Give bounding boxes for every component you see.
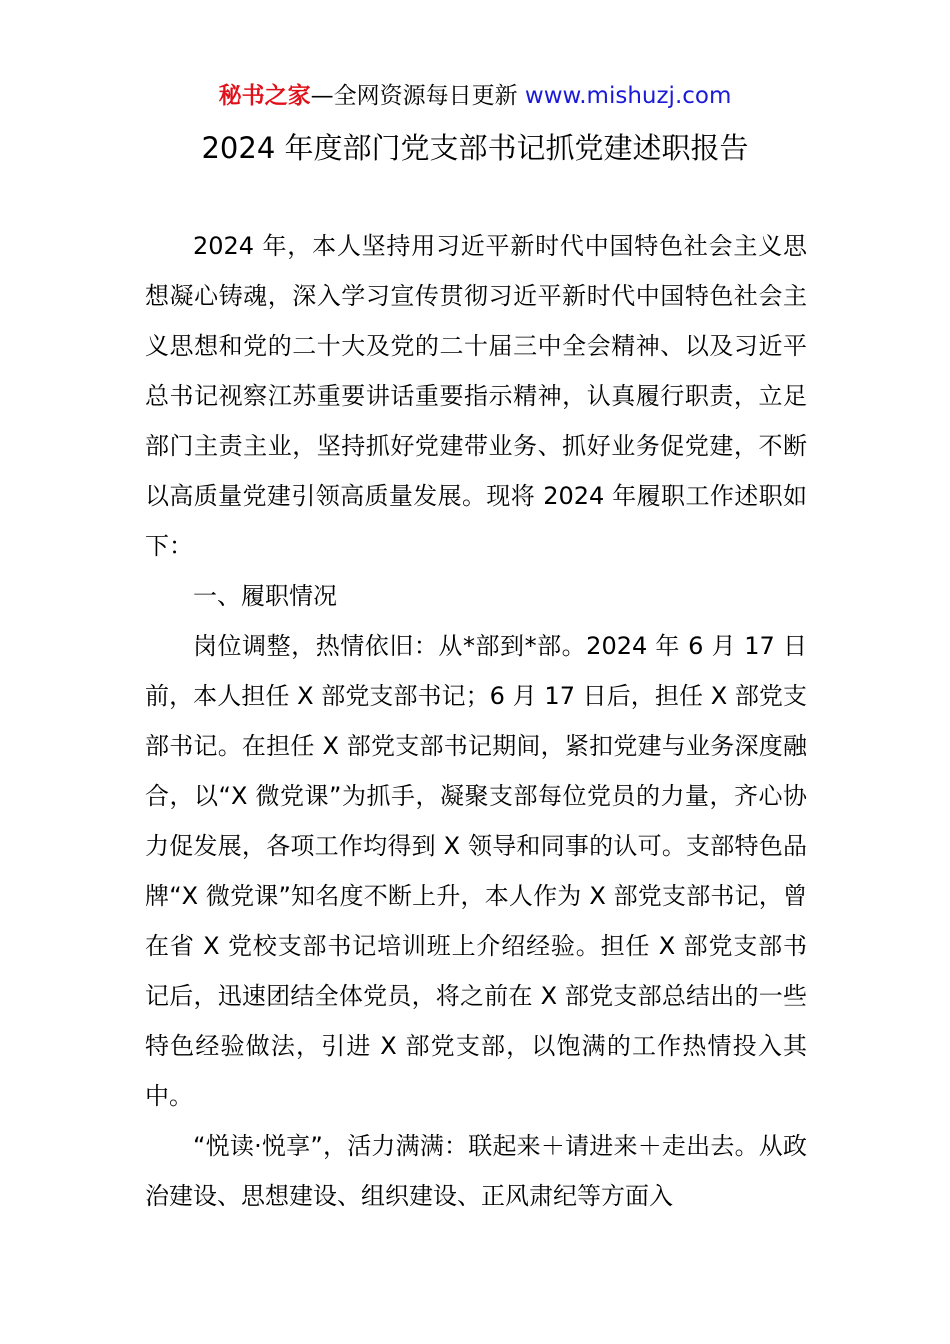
paragraph-reading-sharing: “悦读·悦享”，活力满满：联起来＋请进来＋走出去。从政治建设、思想建设、组织建设、正风肃纪等方面入 xyxy=(145,1132,807,1210)
paragraph-intro: 2024 年，本人坚持用习近平新时代中国特色社会主义思想凝心铸魂，深入学习宣传贯彻习近平新时代中国特色社会主义思想和党的二十大及党的二十届三中全会精神、以及习近平总书记视察江苏重要讲话重要指示精神，认真履行职责，立足部门主责主业，坚持抓好党建带业务、抓好业务促党建，不断以高质量党建引领高质量发展。现将 2024 年履职工作述职如下： xyxy=(145,232,807,560)
document-title: 2024 年度部门党支部书记抓党建述职报告 xyxy=(201,131,749,165)
site-slogan: —全网资源每日更新 xyxy=(310,83,525,109)
section-heading: 一、履职情况 xyxy=(193,582,337,610)
paragraph-position-change: 岗位调整，热情依旧：从*部到*部。2024 年 6 月 17 日前，本人担任 X 部党支部书记；6 月 17 日后，担任 X 部党支部书记。在担任 X 部党支部书记期间，紧扣党建与业务深度融合，以“X 微党课”为抓手，凝聚支部每位党员的力量，齐心协力促发展，各项工作均得到 X 领导和同事的认可。支部特色品牌“X 微党课”知名度不断上升，本人作为 X 部党支部书记，曾在省 X 党校支部书记培训班上介绍经验。担任 X 部党支部书记后，迅速团结全体党员，将之前在 X 部党支部总结出的一些特色经验做法，引进 X 部党支部，以饱满的工作热情投入其中。 xyxy=(145,632,807,1110)
document-body xyxy=(145,221,807,1221)
site-header xyxy=(0,80,950,112)
site-url-link[interactable]: www.mishuzj.com xyxy=(524,83,732,109)
site-brand: 秘书之家 xyxy=(218,83,311,109)
